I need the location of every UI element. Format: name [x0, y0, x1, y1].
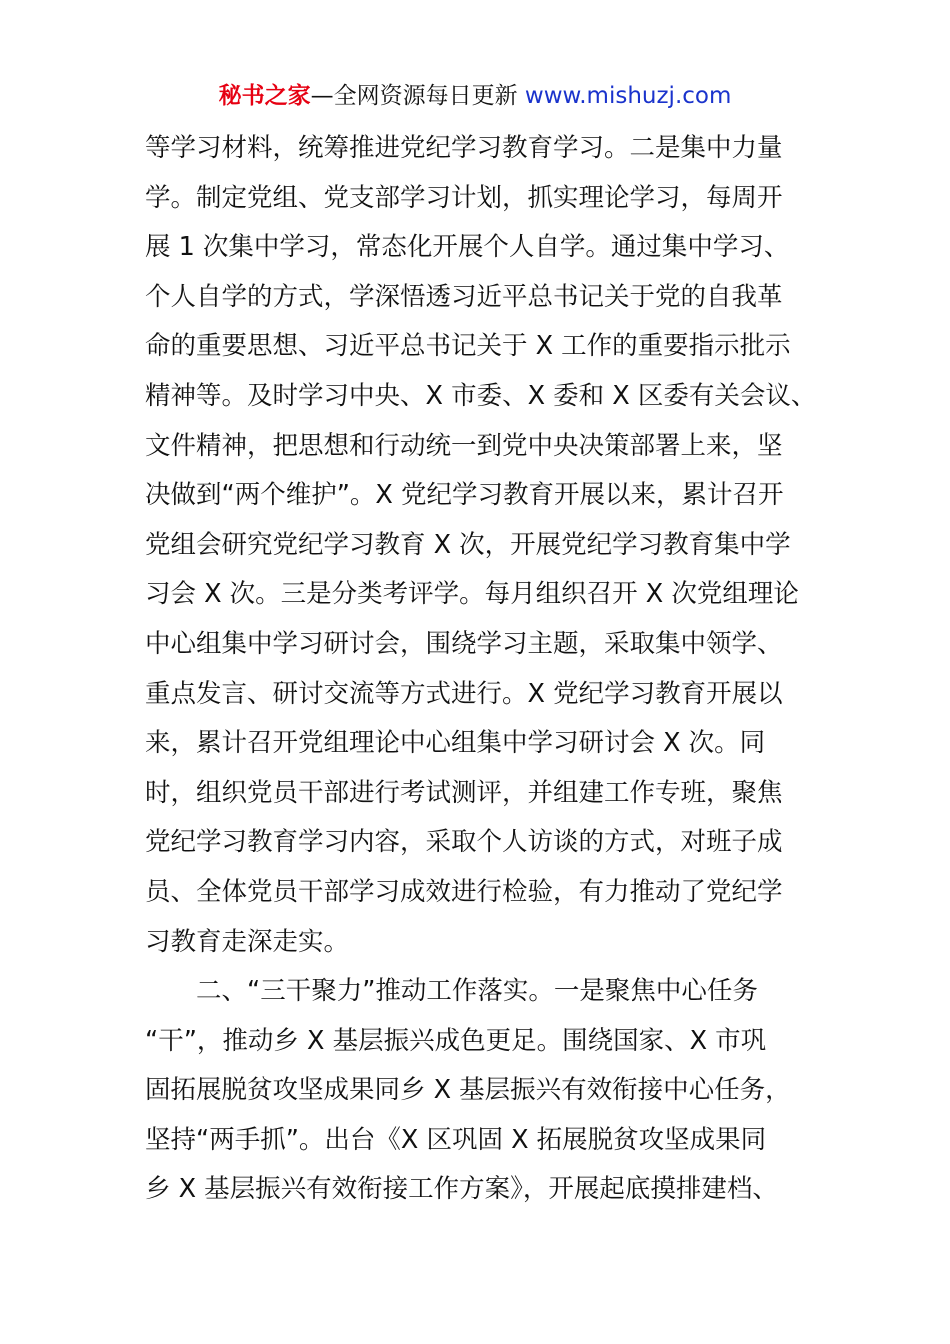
text-line: 命的重要思想、习近平总书记关于 X 工作的重要指示批示 [145, 331, 791, 362]
text-line: “干”，推动乡 X 基层振兴成色更足。围绕国家、X 市巩 [145, 1025, 767, 1056]
text-line: 中心组集中学习研讨会，围绕学习主题，采取集中领学、 [145, 628, 783, 659]
text-line: 文件精神，把思想和行动统一到党中央决策部署上来，坚 [145, 430, 783, 461]
section-heading-line: 二、“三干聚力”推动工作落实。一是聚焦中心任务 [196, 976, 758, 1007]
text-line: 党纪学习教育学习内容，采取个人访谈的方式，对班子成 [145, 827, 783, 858]
text-line: 坚持“两手抓”。出台《X 区巩固 X 拓展脱贫攻坚成果同 [145, 1124, 767, 1155]
text-line: 等学习材料，统筹推进党纪学习教育学习。二是集中力量 [145, 133, 783, 163]
text-line: 重点发言、研讨交流等方式进行。X 党纪学习教育开展以 [145, 678, 783, 709]
text-line: 习教育走深走实。 [145, 926, 350, 957]
site-header [0, 80, 950, 112]
text-line: 精神等。及时学习中央、X 市委、X 委和 X 区委有关会议、 [145, 380, 817, 411]
header-tagline: —全网资源每日更新 [310, 83, 525, 109]
text-line: 乡 X 基层振兴有效衔接工作方案》，开展起底摸排建档、 [145, 1174, 778, 1205]
text-line: 学。制定党组、党支部学习计划，抓实理论学习，每周开 [145, 182, 783, 213]
text-line: 时，组织党员干部进行考试测评，并组建工作专班，聚焦 [145, 777, 783, 808]
text-line: 决做到“两个维护”。X 党纪学习教育开展以来，累计召开 [145, 480, 784, 511]
site-url-link[interactable]: www.mishuzj.com [524, 83, 732, 109]
text-line: 固拓展脱贫攻坚成果同乡 X 基层振兴有效衔接中心任务， [145, 1075, 791, 1106]
text-line: 党组会研究党纪学习教育 X 次，开展党纪学习教育集中学 [145, 529, 791, 560]
text-line: 习会 X 次。三是分类考评学。每月组织召开 X 次党组理论 [145, 579, 799, 610]
document-body [145, 124, 825, 1215]
text-line: 个人自学的方式，学深悟透习近平总书记关于党的自我革 [145, 281, 783, 312]
text-line: 员、全体党员干部学习成效进行检验，有力推动了党纪学 [145, 876, 783, 907]
text-line: 来，累计召开党组理论中心组集中学习研讨会 X 次。同 [145, 728, 766, 759]
text-line: 展 1 次集中学习，常态化开展个人自学。通过集中学习、 [145, 232, 790, 263]
brand-name: 秘书之家 [218, 83, 311, 109]
